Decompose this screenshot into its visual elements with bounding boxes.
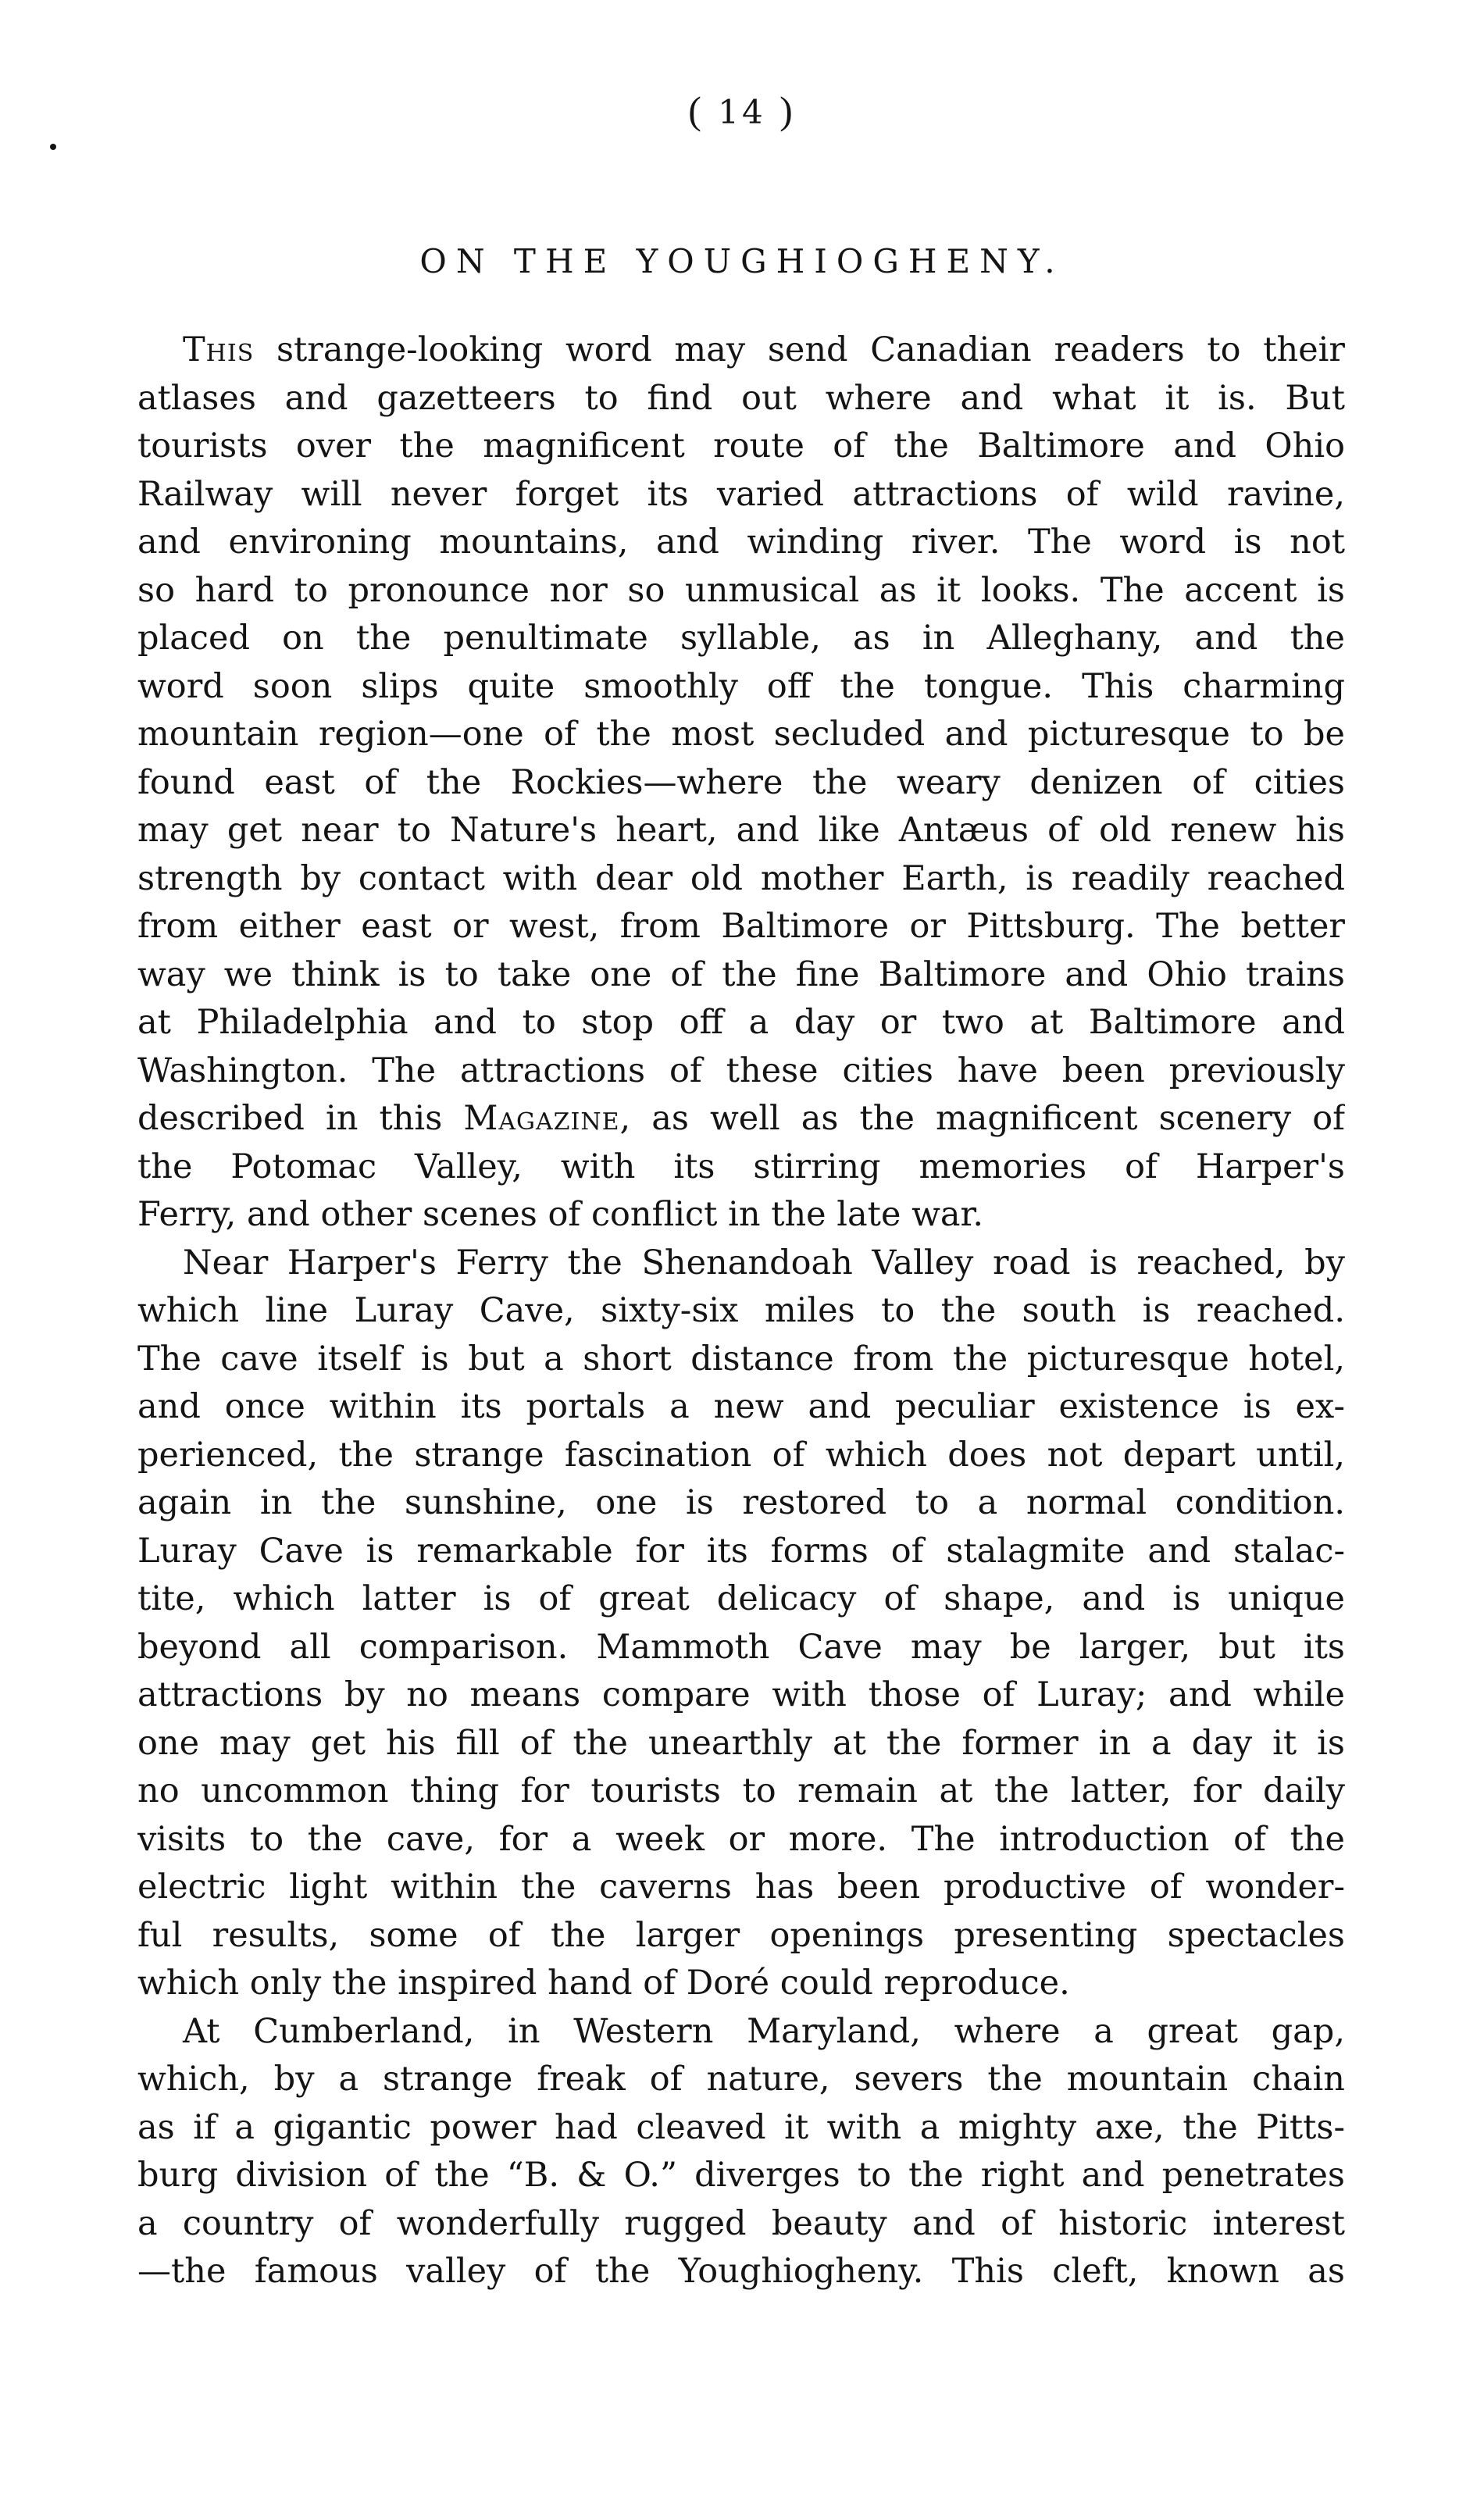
paragraph-line: Ferry, and other scenes of conflict in the late war.: [137, 1195, 984, 1234]
paragraph-2: [137, 1240, 1345, 2008]
paragraph-line: tite, which latter is of great delicacy of shape, and is unique: [137, 1579, 1345, 1618]
drop-word: This: [183, 330, 255, 369]
paragraph-1-line-17: described in this Magazine, as well as the magnificent scenery of: [137, 1099, 1345, 1138]
paragraph-line: Railway will never forget its varied attractions of wild ravine,: [137, 474, 1345, 514]
paragraph-line: as if a gigantic power had cleaved it with a mighty axe, the Pitts-: [137, 2107, 1345, 2147]
paragraph-line: and once within its portals a new and peculiar existence is ex-: [137, 1387, 1345, 1426]
paragraph-line: At Cumberland, in Western Maryland, where a great gap,: [183, 2011, 1345, 2051]
paragraph-line: no uncommon thing for tourists to remain at the latter, for daily: [137, 1771, 1345, 1810]
paragraph-line: and environing mountains, and winding river. The word is not: [137, 523, 1345, 562]
paragraph-line: may get near to Nature's heart, and like Antæus of old renew his: [137, 811, 1345, 850]
magazine-word: Magazine: [463, 1099, 620, 1138]
paragraph-line: from either east or west, from Baltimore or Pittsburg. The better: [137, 907, 1345, 946]
paragraph-line: found east of the Rockies—where the weary denizen of cities: [137, 762, 1345, 802]
paragraph-line: mountain region—one of the most secluded and picturesque to be: [137, 715, 1345, 754]
paragraph-line: again in the sunshine, one is restored to a normal condition.: [137, 1483, 1345, 1522]
paragraph-line: which line Luray Cave, sixty-six miles to the south is reached.: [137, 1291, 1345, 1330]
paragraph-line: one may get his fill of the unearthly at the former in a day it is: [137, 1723, 1345, 1763]
stray-ink-dot: [50, 144, 56, 150]
paragraph-line: so hard to pronounce nor so unmusical as it looks. The accent is: [137, 570, 1345, 610]
paragraph-line: beyond all comparison. Mammoth Cave may be larger, but its: [137, 1627, 1345, 1667]
page-number-open-paren: (: [688, 88, 705, 132]
paragraph-line: ful results, some of the larger openings presenting spectacles: [137, 1915, 1345, 1955]
paragraph-line: strength by contact with dear old mother Earth, is readily reached: [137, 858, 1345, 898]
paragraph-line: perienced, the strange fascination of which does not depart until,: [137, 1435, 1345, 1475]
paragraph-3: [137, 2008, 1345, 2296]
paragraph-line: a country of wonderfully rugged beauty and of historic interest: [137, 2203, 1345, 2243]
page-number-value: 14: [718, 93, 766, 131]
paragraph-line: Washington. The attractions of these cities have been previously: [137, 1051, 1345, 1090]
article-title: ON THE YOUGHIOGHENY.: [419, 242, 1065, 280]
paragraph-line: Luray Cave is remarkable for its forms of stalagmite and stalac-: [137, 1531, 1345, 1571]
paragraph-1-line-1: This strange-looking word may send Canadian readers to their: [183, 330, 1345, 369]
article-body: [137, 326, 1345, 2296]
paragraph-line: placed on the penultimate syllable, as in Alleghany, and the: [137, 619, 1345, 658]
paragraph-line: atlases and gazetteers to find out where and what it is. But: [137, 378, 1345, 418]
paragraph-line: at Philadelphia and to stop off a day or two at Baltimore and: [137, 1003, 1345, 1042]
paragraph-line: visits to the cave, for a week or more. The introduction of the: [137, 1819, 1345, 1859]
paragraph-line: tourists over the magnificent route of the Baltimore and Ohio: [137, 426, 1345, 466]
paragraph-1: [137, 326, 1345, 1240]
page-number-close-paren: ): [779, 88, 796, 132]
paragraph-line: burg division of the “B. & O.” diverges to the right and penetrates: [137, 2156, 1345, 2195]
paragraph-line: the Potomac Valley, with its stirring memories of Harper's: [137, 1147, 1345, 1186]
paragraph-line: which only the inspired hand of Doré could reproduce.: [137, 1964, 1070, 2003]
page-number: [0, 87, 1484, 133]
paragraph-line: —the famous valley of the Youghiogheny. This cleft, known as: [137, 2252, 1345, 2291]
paragraph-line: way we think is to take one of the fine Baltimore and Ohio trains: [137, 954, 1345, 994]
paragraph-line: which, by a strange freak of nature, severs the mountain chain: [137, 2060, 1345, 2099]
paragraph-line: Near Harper's Ferry the Shenandoah Valley road is reached, by: [183, 1243, 1345, 1282]
paragraph-line: word soon slips quite smoothly off the tongue. This charming: [137, 666, 1345, 706]
paragraph-line: electric light within the caverns has been productive of wonder-: [137, 1867, 1345, 1907]
paragraph-line: attractions by no means compare with those of Luray; and while: [137, 1675, 1345, 1714]
paragraph-line: The cave itself is but a short distance from the picturesque hotel,: [137, 1339, 1345, 1379]
